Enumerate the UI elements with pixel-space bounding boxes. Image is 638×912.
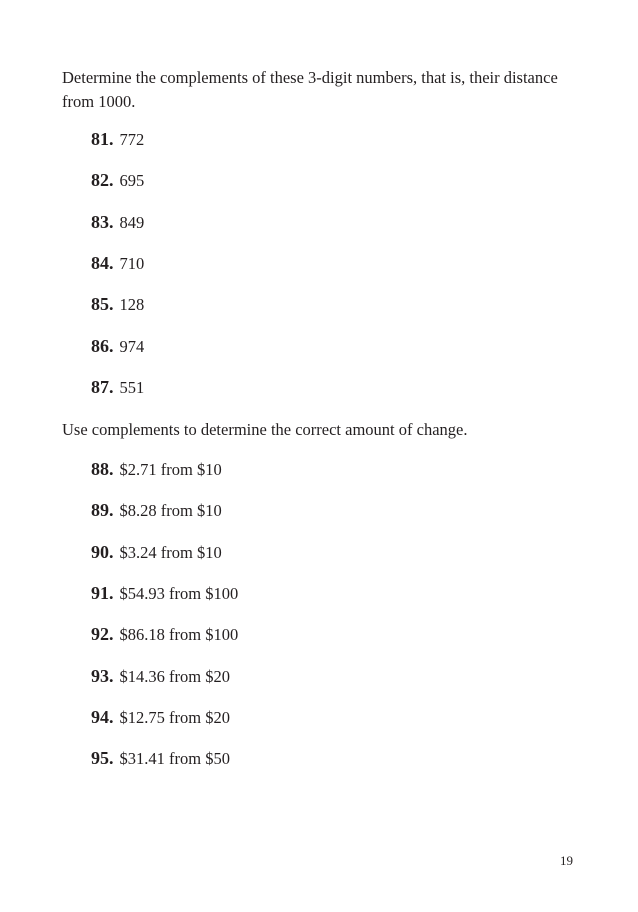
problem-number: 93.: [91, 666, 114, 686]
problem-number: 85.: [91, 294, 114, 314]
problem-number: 90.: [91, 542, 114, 562]
instruction-change: Use complements to determine the correct amount of change.: [62, 420, 468, 439]
problem-item: [91, 210, 144, 234]
problem-item: [91, 540, 222, 564]
problem-text: $3.24 from $10: [119, 543, 222, 562]
problem-item: [91, 581, 238, 605]
problem-item: [91, 251, 144, 275]
problem-text: 710: [119, 254, 145, 273]
problem-number: 92.: [91, 624, 114, 644]
problem-item: [91, 705, 230, 729]
problem-number: 88.: [91, 459, 114, 479]
problem-item: [91, 292, 144, 316]
problem-number: 89.: [91, 500, 114, 520]
problem-number: 91.: [91, 583, 114, 603]
problem-item: [91, 127, 144, 151]
problem-item: [91, 334, 144, 358]
problem-text: 128: [119, 295, 145, 314]
problem-text: $2.71 from $10: [119, 460, 222, 479]
problem-item: [91, 746, 230, 770]
problem-item: [91, 498, 222, 522]
problem-item: [91, 375, 144, 399]
problem-text: 695: [119, 171, 145, 190]
problem-item: [91, 622, 238, 646]
problem-text: 551: [119, 378, 145, 397]
problem-text: $8.28 from $10: [119, 501, 222, 520]
problem-text: $31.41 from $50: [119, 749, 230, 768]
problem-text: $14.36 from $20: [119, 667, 230, 686]
instruction-complements: Determine the complements of these 3-digit numbers, that is, their distance from 1000.: [62, 68, 558, 111]
problem-number: 83.: [91, 212, 114, 232]
problem-text: $54.93 from $100: [119, 584, 239, 603]
problem-text: 849: [119, 213, 145, 232]
problem-text: $86.18 from $100: [119, 625, 239, 644]
problem-item: [91, 168, 144, 192]
page-number: 19: [560, 853, 573, 868]
problem-text: $12.75 from $20: [119, 708, 230, 727]
problem-number: 86.: [91, 336, 114, 356]
problem-item: [91, 457, 222, 481]
problem-number: 87.: [91, 377, 114, 397]
problem-number: 84.: [91, 253, 114, 273]
problem-number: 82.: [91, 170, 114, 190]
problem-number: 81.: [91, 129, 114, 149]
problem-number: 94.: [91, 707, 114, 727]
problem-text: 974: [119, 337, 145, 356]
problem-number: 95.: [91, 748, 114, 768]
problem-item: [91, 664, 230, 688]
problem-text: 772: [119, 130, 145, 149]
